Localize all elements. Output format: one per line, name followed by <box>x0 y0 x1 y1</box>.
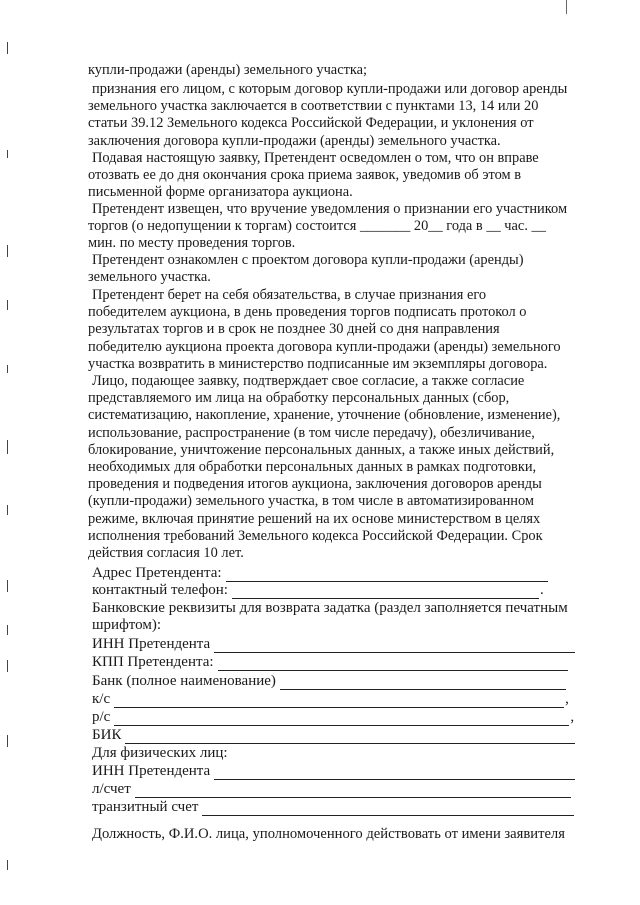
text-line: режиме, включая принятие решений на их основе министерством в целях <box>88 510 541 527</box>
scan-edge-mark <box>566 0 567 14</box>
address-label: Адрес Претендента: <box>92 565 222 581</box>
text-line: исполнения требований Земельного кодекса Российской Федерации. Срок <box>88 527 543 544</box>
rs-input-line[interactable] <box>114 712 569 726</box>
bank-heading: Банковские реквизиты для возврата задатка (раздел заполняется печатным <box>92 600 568 616</box>
address-field-row <box>92 565 548 582</box>
text-line: купли-продажи (аренды) земельного участка; <box>88 62 368 78</box>
ks-input-line[interactable] <box>114 694 564 708</box>
text-line: Претендент извещен, что вручение уведомления о признании его участником <box>92 201 568 217</box>
paragraph-notice <box>88 201 608 253</box>
text-line: проведения и подведения итогов аукциона, заключения договоров аренды <box>88 476 542 493</box>
text-line: мин. по месту проведения торгов. <box>88 235 296 252</box>
phone-field-row <box>92 582 544 599</box>
physical-heading: Для физических лиц: <box>92 745 228 761</box>
scan-mark <box>7 42 8 54</box>
paragraph-withdraw <box>88 150 608 202</box>
text-line: победителем аукциона, в день проведения торгов подписать протокол о <box>88 304 527 321</box>
scan-mark <box>7 505 8 515</box>
text-line: действия согласия 10 лет. <box>88 544 244 561</box>
text-line: победителю аукциона проекта договора купли-продажи (аренды) земельного <box>88 338 561 355</box>
text-line: блокирование, уничтожение персональных данных, а также иных действий, <box>88 441 555 458</box>
text-line: заключения договора купли-продажи (аренды) земельного участка. <box>88 132 501 149</box>
text-line: представляемого им лица на обработку персональных данных (сбор, <box>88 390 510 407</box>
inn-physical-input-line[interactable] <box>214 766 575 780</box>
transit-label: транзитный счет <box>92 799 199 815</box>
ls-input-line[interactable] <box>135 784 571 798</box>
bik-label: БИК <box>92 727 122 743</box>
transit-field-row <box>92 799 574 816</box>
paragraph-consent <box>88 373 608 562</box>
inn-field-row <box>92 636 575 653</box>
text-line: использование, распространение (в том числе передачу), обезличивание, <box>88 424 535 441</box>
text-line: систематизацию, накопление, хранение, уточнение (обновление, изменение), <box>88 407 561 424</box>
transit-input-line[interactable] <box>202 802 574 816</box>
inn-label: ИНН Претендента <box>92 636 211 652</box>
scan-mark <box>7 735 8 747</box>
text-line: участка возвратить в министерство подписанные им экземпляры договора. <box>88 355 548 372</box>
text-line: Претендент берет на себя обязательства, в случае признания его <box>92 287 487 303</box>
text-line: необходимых для обработки персональных данных в рамках подготовки, <box>88 458 537 475</box>
bank-name-input-line[interactable] <box>280 676 566 690</box>
scan-mark <box>7 245 8 257</box>
paragraph-draft <box>88 252 608 286</box>
text-line: торгов (о недопущении к торгам) состоится _______ 20__ года в __ час. __ <box>88 218 546 235</box>
ks-field-row <box>92 691 569 708</box>
text-line: признания его лицом, с которым договор купли-продажи или договор аренды <box>92 81 568 97</box>
scan-mark <box>7 300 8 310</box>
ks-label: к/с <box>92 691 111 707</box>
text-line: результатах торгов и в срок не позднее 30 дней со дня направления <box>88 321 500 338</box>
kpp-input-line[interactable] <box>218 657 568 671</box>
text-line: земельного участка. <box>88 269 211 286</box>
text-line: Претендент ознакомлен с проектом договора купли-продажи (аренды) <box>92 252 524 268</box>
ls-label: л/счет <box>92 781 131 797</box>
text-line: письменной форме организатора аукциона. <box>88 184 353 201</box>
paragraph-acquire <box>88 81 608 150</box>
paragraph-obligation <box>88 287 608 373</box>
kpp-field-row <box>92 654 568 671</box>
phone-label: контактный телефон: <box>92 582 228 598</box>
kpp-label: КПП Претендента: <box>92 654 214 670</box>
bank-heading-cont: шрифтом): <box>92 617 162 633</box>
rs-label: р/с <box>92 709 111 725</box>
bank-name-field-row <box>92 673 566 690</box>
ls-field-row <box>92 781 571 798</box>
rs-trailing-mark: , <box>570 709 575 725</box>
signatory-label: Должность, Ф.И.О. лица, уполномоченного действовать от имени заявителя <box>92 826 565 842</box>
rs-field-row <box>92 709 574 726</box>
text-line: Лицо, подающее заявку, подтверждает свое согласие, а также согласие <box>92 373 525 389</box>
text-line: земельного участка заключается в соответствии с пунктами 13, 14 или 20 <box>88 98 539 115</box>
scan-mark <box>7 860 8 870</box>
inn-physical-label: ИНН Претендента <box>92 763 211 779</box>
scan-mark <box>7 150 8 158</box>
ks-trailing-mark: , <box>565 691 569 707</box>
inn-physical-field-row <box>92 763 575 780</box>
scan-mark <box>7 660 8 672</box>
bik-input-line[interactable] <box>125 730 575 744</box>
scan-mark <box>7 580 8 592</box>
text-line: статьи 39.12 Земельного кодекса Российской Федерации, и уклонения от <box>88 115 534 132</box>
bik-field-row <box>92 727 575 744</box>
scan-mark <box>7 440 8 454</box>
scan-mark <box>7 365 8 373</box>
text-line: (купли-продажи) земельного участка, в том числе в автоматизированном <box>88 493 535 510</box>
address-input-line[interactable] <box>226 568 548 582</box>
text-line: отозвать ее до дня окончания срока приема заявок, уведомив об этом в <box>88 167 522 184</box>
phone-trailing-mark: . <box>539 582 544 598</box>
scan-mark <box>7 625 8 635</box>
text-line: Подавая настоящую заявку, Претендент осведомлен о том, что он вправе <box>92 150 539 166</box>
bank-name-label: Банк (полное наименование) <box>92 673 276 689</box>
inn-input-line[interactable] <box>214 639 575 653</box>
phone-input-line[interactable] <box>232 585 539 599</box>
